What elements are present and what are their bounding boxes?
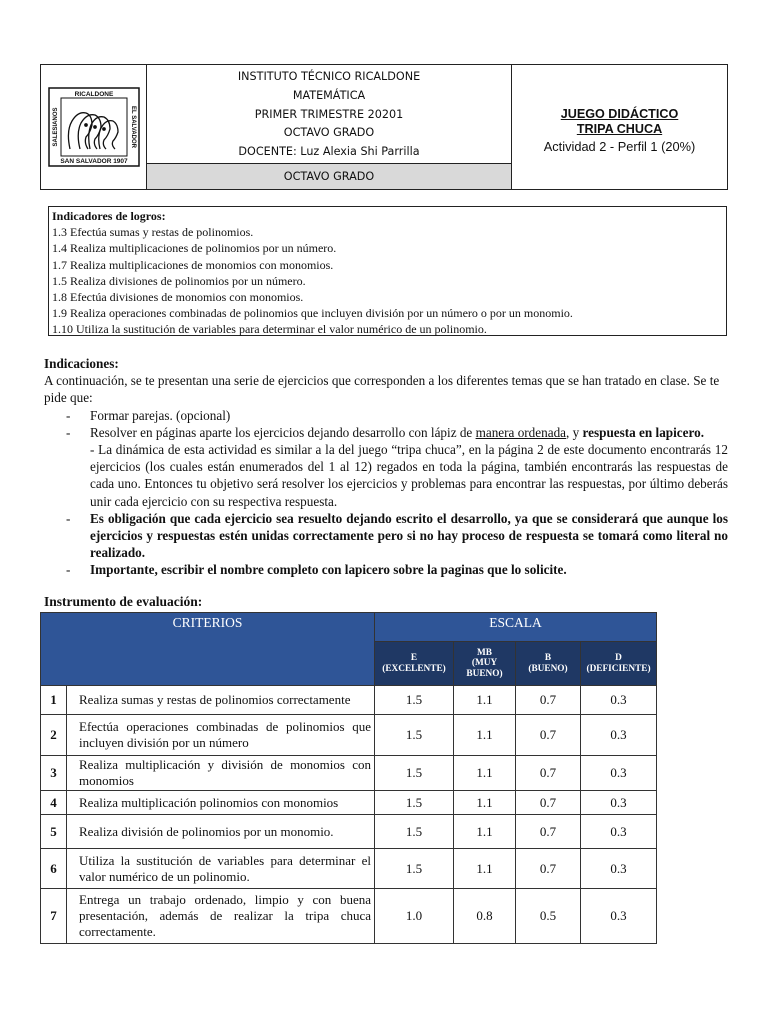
logo-top-text: RICALDONE [74, 91, 113, 98]
indicator-item: 1.10 Utiliza la sustitución de variables para determinar el valor numérico de un polinomio. [52, 322, 487, 337]
bullet-text: Formar parejas. (opcional) [90, 407, 231, 423]
score-d: 0.3 [581, 686, 657, 715]
scale-col-b-line: B [544, 653, 552, 663]
criterion-text: Realiza multiplicación polinomios con monomios [67, 791, 375, 815]
row-number: 5 [41, 815, 67, 849]
score-mb: 1.1 [454, 815, 516, 849]
criterion-text: Realiza multiplicación y división de monomios con monomios [67, 756, 375, 791]
bullet-text-part: Resolver en páginas aparte los ejercicios dejando desarrollo con lápiz de [90, 424, 476, 440]
table-row [41, 849, 657, 889]
criteria-header: CRITERIOS [41, 613, 375, 686]
scale-col-mb-line: MB [477, 647, 492, 658]
row-number: 1 [41, 686, 67, 715]
instructions-section [44, 355, 728, 579]
institution-lines [147, 65, 511, 163]
instruction-bullet [44, 407, 728, 424]
scale-col-d [581, 642, 657, 686]
logo-right-text: EL SALVADOR [129, 105, 136, 149]
score-b: 0.7 [516, 686, 581, 715]
score-e: 1.5 [375, 815, 454, 849]
row-number: 6 [41, 849, 67, 889]
score-e: 1.5 [375, 791, 454, 815]
bullet-text-bold: respuesta en lapicero. [582, 424, 705, 440]
score-b: 0.7 [516, 791, 581, 815]
table-row [41, 791, 657, 815]
instruction-bullet [44, 561, 728, 578]
grade-band: OCTAVO GRADO [147, 163, 511, 189]
scale-col-e [375, 642, 454, 686]
score-b: 0.7 [516, 715, 581, 756]
row-number: 4 [41, 791, 67, 815]
scale-col-d-line: D [615, 653, 622, 663]
score-mb: 1.1 [454, 849, 516, 889]
institution-name: INSTITUTO TÉCNICO RICALDONE [237, 70, 421, 84]
table-row [41, 815, 657, 849]
score-d: 0.3 [581, 889, 657, 944]
score-e: 1.5 [375, 686, 454, 715]
indicator-item: 1.4 Realiza multiplicaciones de polinomios por un número. [52, 241, 337, 256]
bullet-text: Importante, escribir el nombre completo con lapicero sobre la paginas que lo solicite. [90, 562, 567, 578]
score-mb: 1.1 [454, 686, 516, 715]
indicator-item: 1.5 Realiza divisiones de polinomios por un número. [52, 273, 306, 288]
score-d: 0.3 [581, 815, 657, 849]
scale-col-b-line: (BUENO) [528, 663, 568, 674]
table-row [41, 889, 657, 944]
scale-col-b [516, 642, 581, 686]
grade-label: OCTAVO GRADO [283, 126, 375, 140]
instruction-bullet [44, 424, 728, 510]
row-number: 7 [41, 889, 67, 944]
bullet-dash: - [66, 510, 71, 526]
bullet-dash: - [66, 407, 71, 423]
score-d: 0.3 [581, 791, 657, 815]
indicators-title: Indicadores de logros: [52, 209, 166, 223]
scale-header: ESCALA [375, 613, 657, 642]
row-number: 3 [41, 756, 67, 791]
bullet-text [68, 424, 728, 510]
table-row [41, 756, 657, 791]
scale-col-e-line: (EXCELENTE) [382, 663, 446, 674]
score-mb: 1.1 [454, 756, 516, 791]
scale-col-mb-line: BUENO) [466, 668, 503, 679]
document-header [40, 64, 728, 190]
indicator-item: 1.8 Efectúa divisiones de monomios con monomios. [52, 290, 304, 305]
bullet-text: Es obligación que cada ejercicio sea resuelto dejando escrito el desarrollo, ya que se considerará que aunque los ejercicios y respuestas estén unidas correctamente pero si no hay proceso de respuesta se tomará como literal no realizado. [90, 510, 728, 561]
activity-label: Actividad 2 - Perfil 1 (20%) [543, 138, 696, 154]
indicator-item: 1.3 Efectúa sumas y restas de polinomios. [52, 225, 254, 240]
score-b: 0.7 [516, 756, 581, 791]
criterion-text: Realiza división de polinomios por un monomio. [67, 815, 375, 849]
game-title-line-2: TRIPA CHUCA [576, 121, 663, 136]
game-title-line-1: JUEGO DIDÁCTICO [560, 106, 679, 121]
instructions-intro: A continuación, se te presentan una serie de ejercicios que corresponden a los diferentes temas que se han tratado en clase. Se te pide que: [44, 373, 720, 406]
score-mb: 1.1 [454, 791, 516, 815]
table-row [41, 715, 657, 756]
instruction-bullet [44, 510, 728, 562]
score-d: 0.3 [581, 849, 657, 889]
scale-col-d-line: (DEFICIENTE) [586, 663, 651, 674]
table-row [41, 686, 657, 715]
bullet-text-continuation: - La dinámica de esta actividad es similar a la del juego “tripa chuca”, en la página 2 de este documento encontrarás 12 ejercicios (los cuales están enumerados del 1 al 12) regados en toda la página, también encontrarás las respuestas de cada uno. Entonces tu objetivo será resolver los ejercicios y problemas para encontrar las respuestas, por último deberás unir cada ejercicio con su respectiva respuesta. [90, 442, 728, 509]
logo-left-text: SALESIANOS [52, 107, 59, 147]
institution-cell [147, 65, 512, 189]
score-d: 0.3 [581, 715, 657, 756]
indicator-item: 1.9 Realiza operaciones combinadas de polinomios que incluyen división por un número o por un monomio. [52, 306, 573, 321]
instructions-title: Indicaciones: [44, 356, 119, 371]
score-e: 1.0 [375, 889, 454, 944]
evaluation-title: Instrumento de evaluación: [44, 594, 203, 609]
score-mb: 0.8 [454, 889, 516, 944]
teacher-label: DOCENTE: Luz Alexia Shi Parrilla [238, 145, 420, 159]
criterion-text: Entrega un trabajo ordenado, limpio y con buena presentación, además de realizar la tripa chuca correctamente. [67, 889, 375, 944]
bullet-text-part: , y [566, 424, 583, 440]
subject-name: MATEMÁTICA [292, 88, 366, 102]
logo-bottom-text: SAN SALVADOR 1907 [59, 158, 128, 165]
score-e: 1.5 [375, 849, 454, 889]
indicator-item: 1.7 Realiza multiplicaciones de monomios con monomios. [52, 257, 334, 272]
score-e: 1.5 [375, 756, 454, 791]
logo-cell [41, 65, 147, 189]
school-logo [48, 87, 140, 167]
score-e: 1.5 [375, 715, 454, 756]
scale-col-e-line: E [410, 653, 418, 663]
activity-cell [512, 65, 727, 189]
score-b: 0.7 [516, 815, 581, 849]
scale-col-mb-line: (MUY [471, 658, 498, 669]
bullet-dash: - [66, 424, 71, 440]
table-header-row [41, 613, 657, 642]
score-d: 0.3 [581, 756, 657, 791]
achievement-indicators-box [48, 206, 727, 336]
bullet-text-underlined: manera ordenada [475, 424, 567, 440]
criterion-text: Utiliza la sustitución de variables para determinar el valor numérico de un polinomio. [67, 849, 375, 889]
score-b: 0.7 [516, 849, 581, 889]
scale-col-mb [454, 642, 516, 686]
score-mb: 1.1 [454, 715, 516, 756]
evaluation-table [40, 612, 657, 944]
bullet-dash: - [66, 562, 71, 578]
score-b: 0.5 [516, 889, 581, 944]
term-label: PRIMER TRIMESTRE 20201 [254, 107, 404, 121]
criterion-text: Realiza sumas y restas de polinomios correctamente [67, 686, 375, 715]
criterion-text: Efectúa operaciones combinadas de polinomios que incluyen división por un número [67, 715, 375, 756]
row-number: 2 [41, 715, 67, 756]
